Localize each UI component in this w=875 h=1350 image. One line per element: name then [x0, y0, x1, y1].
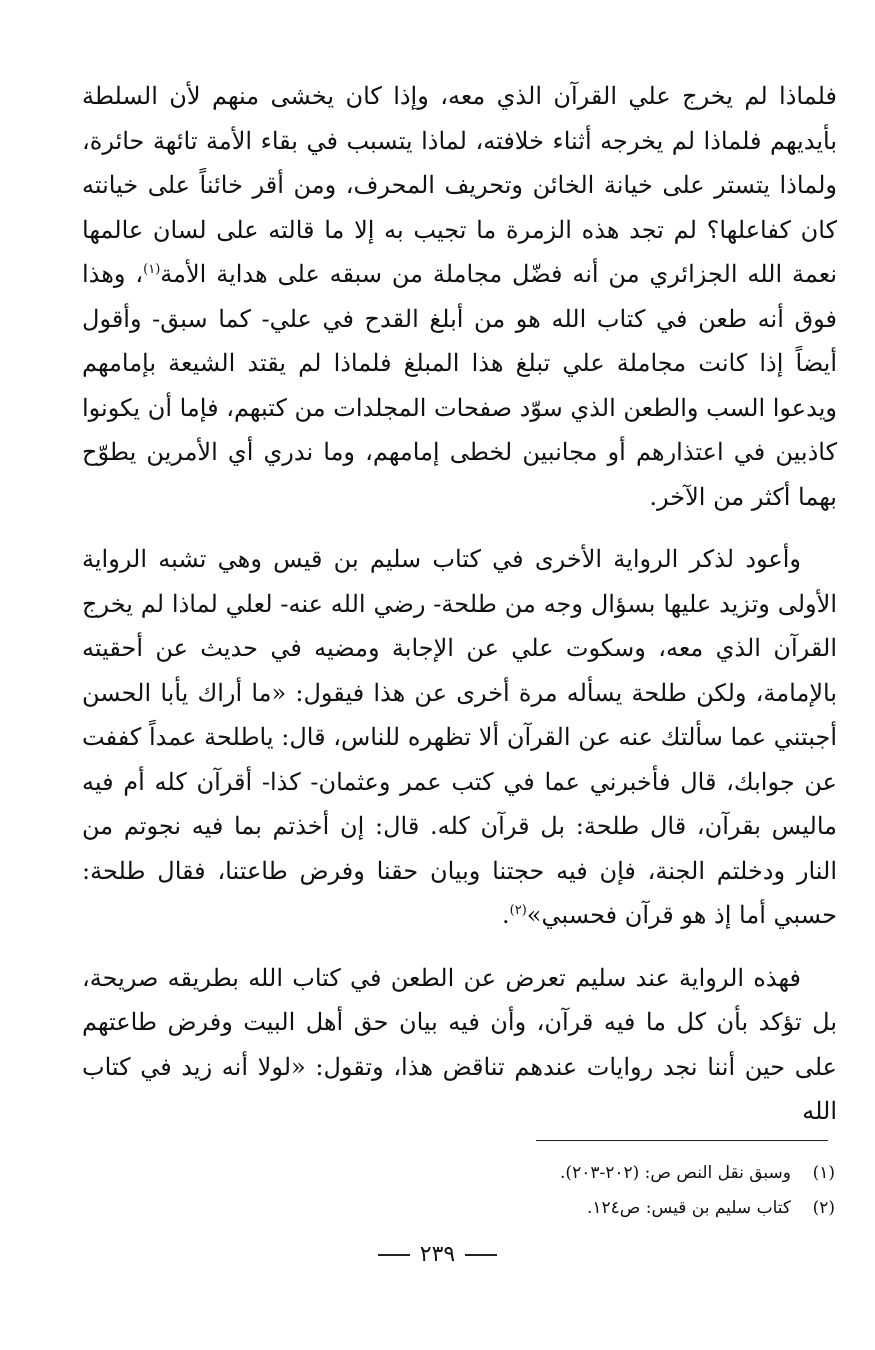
paragraph-1-tail: ، وهذا فوق أنه طعن في كتاب الله هو من أبلغ القدح في علي- كما سبق- وأقول أيضاً إذا كانت مجاملة علي تبلغ هذا المبلغ فلماذا لم يقتد الشيعة بإمامهم ويدعوا السب والطعن الذي سوّد صفحات المجلدات من كتبهم، فإما أن يكونوا كاذبين في اعتذارهم أو مجانبين لخطى إمامهم، وما ندري أي الأمرين يطوّح بهما أكثر من الآخر.: [81, 260, 837, 511]
paragraph-1: [82, 74, 837, 519]
footnote-1-text: وسبق نقل النص ص: (٢٠٢-٢٠٣).: [560, 1163, 791, 1183]
footnote-ref-2: (٢): [509, 903, 527, 918]
footnotes: [300, 1156, 835, 1226]
paragraph-2: [82, 537, 837, 938]
footnote-2-number: (٢): [812, 1198, 835, 1218]
footnote-2-text: كتاب سليم بن قيس: ص١٢٤.: [586, 1198, 791, 1218]
paragraph-3-text: فهذه الرواية عند سليم تعرض عن الطعن في كتاب الله بطريقه صريحة، بل تؤكد بأن كل ما فيه قرآن، وأن فيه بيان حق أهل البيت وفرض طاعتهم على حين أننا نجد روايات عندهم تناقض هذا، وتقول: «لولا أنه زيد في كتاب الله: [82, 963, 837, 1125]
paragraph-2-text: وأعود لذكر الرواية الأخرى في كتاب سليم بن قيس وهي تشبه الرواية الأولى وتزيد عليها بسؤال وجه من طلحة- رضي الله عنه- لعلي لماذا لم يخرج القرآن الذي معه، وسكوت علي عن الإجابة ومضيه في حديث عن أحقيته بالإمامة، ولكن طلحة يسأله مرة أخرى عن هذا فيقول: «ما أراك يأبا الحسن أجبتني عما سألتك عنه عن القرآن ألا تظهره للناس، قال: ياطلحة عمداً كففت عن جوابك، قال فأخبرني عما في كتب عمر وعثمان- كذا- أقرآن كله أم فيه ماليس بقرآن، قال طلحة: بل قرآن كله. قال: إن أخذتم بما فيه نجوتم من النار ودخلتم الجنة، فإن فيه حجتنا وبيان حقنا وفرض طاعتنا، فقال طلحة: حسبي أما إذ هو قرآن فحسبي»: [82, 545, 837, 929]
footnote-separator: [536, 1140, 828, 1141]
page-number-dash-right: [465, 1254, 497, 1256]
footnote-1: [300, 1156, 835, 1191]
paragraph-1-text: فلماذا لم يخرج علي القرآن الذي معه، وإذا كان يخشى منهم لأن السلطة بأيديهم فلماذا لم يخرجه أثناء خلافته، لماذا يتسبب في بقاء الأمة تائهة حائرة، ولماذا يتستر على خيانة الخائن وتحريف المحرف، ومن أقر خائناً على خيانته كان كفاعلها؟ لم تجد هذه الزمرة ما تجيب به إلا ما قالته على لسان عالمها نعمة الله الجزائري من أنه فضّل مجاملة من سبقه على هداية الأمة: [82, 82, 838, 288]
main-text: [82, 74, 837, 1134]
footnote-2: [300, 1191, 835, 1226]
page-number: [0, 1242, 875, 1267]
page-number-text: ٢٣٩: [419, 1242, 456, 1267]
paragraph-2-tail: .: [502, 901, 510, 929]
page-number-dash-left: [378, 1254, 410, 1256]
footnote-1-number: (١): [812, 1163, 835, 1183]
footnote-ref-1: (١): [143, 262, 161, 277]
paragraph-3: [82, 956, 837, 1134]
